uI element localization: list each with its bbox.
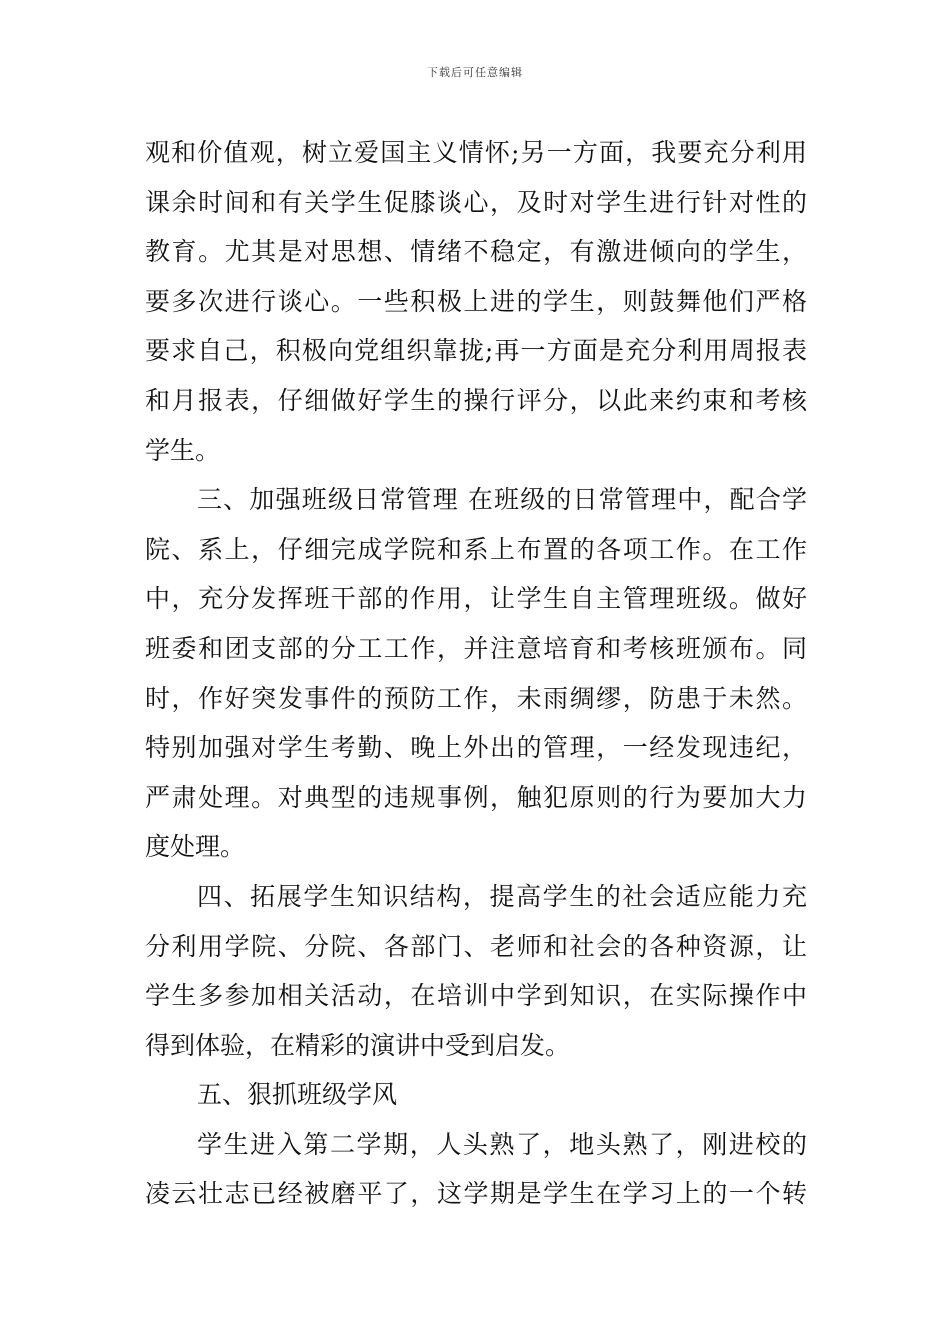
text-line: 教育。尤其是对思想、情绪不稳定，有激进倾向的学生， bbox=[145, 237, 807, 267]
text-line: 三、加强班级日常管理 在班级的日常管理中，配合学 bbox=[197, 485, 807, 515]
text-line: 班委和团支部的分工工作，并注意培育和考核班颁布。同 bbox=[145, 633, 807, 663]
text-line: 凌云壮志已经被磨平了，这学期是学生在学习上的一个转 bbox=[145, 1179, 807, 1209]
text-line: 分利用学院、分院、各部门、老师和社会的各种资源，让 bbox=[145, 931, 807, 961]
text-line: 院、系上，仔细完成学院和系上布置的各项工作。在工作 bbox=[145, 534, 807, 564]
text-line: 学生进入第二学期，人头熟了，地头熟了，刚进校的 bbox=[197, 1129, 807, 1159]
text-line: 观和价值观，树立爱国主义情怀;另一方面，我要充分利用 bbox=[145, 138, 807, 167]
text-line: 得到体验，在精彩的演讲中受到启发。 bbox=[145, 1030, 571, 1060]
text-line: 时，作好突发事件的预防工作，未雨绸缪，防患于未然。 bbox=[145, 683, 807, 713]
text-line: 五、狠抓班级学风 bbox=[197, 1080, 398, 1110]
text-line: 课余时间和有关学生促膝谈心，及时对学生进行针对性的 bbox=[145, 187, 807, 217]
text-line: 和月报表，仔细做好学生的操行评分，以此来约束和考核 bbox=[145, 385, 807, 415]
page-header-note: 下载后可任意编辑 bbox=[427, 66, 523, 79]
text-line: 要多次进行谈心。一些积极上进的学生，则鼓舞他们严格 bbox=[145, 286, 807, 316]
text-line: 中，充分发挥班干部的作用，让学生自主管理班级。做好 bbox=[145, 584, 807, 614]
text-line: 学生多参加相关活动，在培训中学到知识，在实际操作中 bbox=[145, 981, 807, 1011]
document-body bbox=[145, 128, 807, 1219]
text-line: 严肃处理。对典型的违规事例，触犯原则的行为要加大力 bbox=[145, 782, 807, 812]
text-line: 学生。 bbox=[145, 435, 221, 465]
text-line: 四、拓展学生知识结构，提高学生的社会适应能力充 bbox=[197, 881, 807, 911]
text-line: 要求自己，积极向党组织靠拢;再一方面是充分利用周报表 bbox=[145, 336, 807, 366]
text-line: 特别加强对学生考勤、晚上外出的管理，一经发现违纪， bbox=[145, 733, 807, 763]
text-line: 度处理。 bbox=[145, 832, 246, 862]
